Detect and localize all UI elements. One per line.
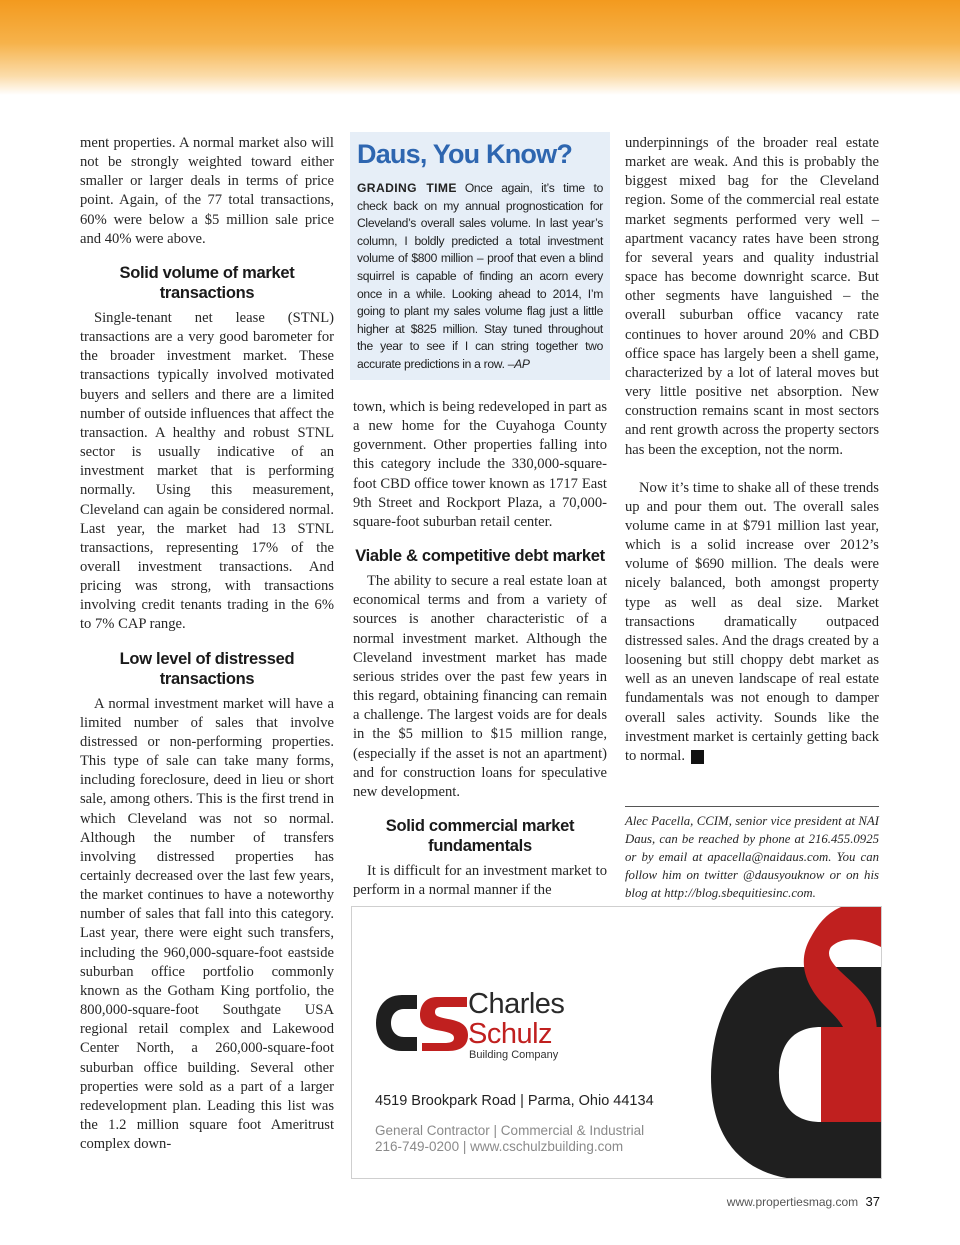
section-heading-transactions: Solid volume of market transactions xyxy=(119,263,295,302)
company-contact[interactable]: 216-749-0200 | www.cschulzbuilding.com xyxy=(375,1139,624,1154)
page-number: 37 xyxy=(865,1194,880,1209)
company-name-line1: Charles xyxy=(468,988,565,1020)
column3-continued: underpinnings of the broader real estate market are weak. And this is probably the biggest mixed bag for the Cleveland region. Some of the commercial real estate market segments performed very well – apartment vacancy rates have been strong for several years and quality industrial space has become downright scarce. But other segments have languished – the overall suburban office vacancy rate continues to hover around 20% and CBD office space has largely been a shell game, characterized by a lot of lateral moves but very little positive net absorption. New construction remains scant in most sectors and rent growth across the property sectors has been the exception, not the norm. xyxy=(625,135,879,458)
header-color-band xyxy=(0,0,960,95)
section-text-transactions: Single-tenant net lease (STNL) transactions are a very good barometer for the broader investment market. These transactions typically involved motivated buyers and sellers and there are a limited number of outside influences that affect the transaction. A healthy and robust STNL sector is usually indicative of an investment market that is performing normally. Using this measurement, Cleveland can again be considered normal. Last year, the market had 13 STNL transactions, representing 17% of the overall investment transactions. And pricing was strong, with transactions involving credit tenants trading in the 6% to 7% CAP range. xyxy=(80,309,334,633)
company-services: General Contractor | Commercial & Industrial xyxy=(375,1123,645,1138)
advertisement-charles-schulz[interactable] xyxy=(351,906,882,1179)
column2-continued: town, which is being redeveloped in part as a new home for the Cuyahoga County government. Other properties falling into this category include the 330,000-square-foot CBD office tower known as 1717 East 9th Street and Rockport Plaza, a 70,000-square-foot suburban retail center. xyxy=(353,399,607,530)
section-heading-distressed: Low level of distressed transactions xyxy=(119,649,295,688)
sidebar-body: Once again, it’s time to check back on my annual prognostication for Cleveland’s overall sales volume. In last year’s column, I boldly predicted a total investment volume of $800 million – proof that even a blind squirrel is capable of finding an acorn every once in a while. Looking ahead to 2014, I’m going to plant my sales volume flag just a little higher at $825 million. Stay tuned throughout the year to see if I can string together two accurate predictions in a row. xyxy=(357,181,603,371)
cs-logo-icon xyxy=(372,987,472,1057)
sidebar-box xyxy=(350,132,610,380)
column-1 xyxy=(80,134,334,1154)
footer-url[interactable]: www.propertiesmag.com xyxy=(726,1195,859,1209)
author-bio: Alec Pacella, CCIM, senior vice president at NAI Daus, can be reached by phone at 216.455.0925 or by email at apacella@naidaus.com. You can follow him on twitter @dausyouknow or on his blog at http://blog.sbequitiesinc.com. xyxy=(625,806,879,902)
company-address: 4519 Brookpark Road | Parma, Ohio 44134 xyxy=(375,1093,654,1109)
cs-large-mark-icon xyxy=(691,907,881,1179)
sidebar-title: Daus, You Know? xyxy=(357,139,573,169)
section-text-distressed: A normal investment market will have a limited number of sales that involve distressed or non-performing properties. This type of sale can take many forms, including foreclosure, deed in lieu or short sale, among others. This is the first trend in which Cleveland was not so normal. Although the number of transfers involving distressed properties has certainly decreased over the last few years, the market continues to have a noteworthy number of sales that fall into this category. Last year, there were eight such transfers, including the 960,000-square-foot eastside suburban office portfolio commonly known as the Gotham King portfolio, the 800,000-square-foot Southgate USA regional retail complex and Lakewood Center North, a 260,000-square-foot suburban office building. Several other properties were sold as a part of a larger redevelopment plan. Leading this list was the 1.2 million square foot Ameritrust complex down- xyxy=(80,695,334,1153)
company-name xyxy=(468,989,564,1049)
section-heading-debt: Viable & competitive debt market xyxy=(355,547,605,566)
company-name-line2: Schulz xyxy=(468,1018,553,1050)
section-heading-fundamentals: Solid commercial market fundamentals xyxy=(385,816,575,855)
page-footer xyxy=(727,1194,880,1209)
conclusion-text: Now it’s time to shake all of these trends up and pour them out. The overall sales volume came in at $791 million last year, which is a solid increase over 2012’s volume of $690 million. The deals were nicely balanced, both amongst property type as well as deal size. Market transactions dramatically outpaced distressed sales. And the drags created by a loosening but still choppy debt market as well as an uneven landscape of real estate fundamentals was not enough to damper overall sales activity. Sounds like the investment market is certainly getting back to normal. xyxy=(625,479,879,764)
column-3 xyxy=(625,134,879,766)
sidebar-lead: GRADING TIME xyxy=(357,181,457,195)
column-2 xyxy=(353,398,607,900)
sidebar-signature: –AP xyxy=(507,356,530,371)
sidebar-text xyxy=(357,180,603,374)
column3-conclusion xyxy=(625,479,879,766)
column1-intro: ment properties. A normal market also will not be strongly weighted toward either smaller or larger deals in terms of price point. Again, of the 77 total transactions, 60% were below a $5 million sale price and 40% were above. xyxy=(80,135,334,247)
company-type: Building Company xyxy=(469,1049,559,1061)
end-mark-icon: P xyxy=(691,750,704,764)
section-text-debt: The ability to secure a real estate loan at economical terms and from a variety of sources is another characteristic of a normal investment market. Although the Cleveland investment market has made serious strides over the past few years in this regard, obtaining financing can remain a challenge. The largest voids are for deals in the $5 million to $15 million range, (especially if the asset is not an apartment) and for construction loans for speculative new development. xyxy=(353,573,607,800)
section-text-fundamentals: It is difficult for an investment market to perform in a normal manner if the xyxy=(353,862,607,899)
